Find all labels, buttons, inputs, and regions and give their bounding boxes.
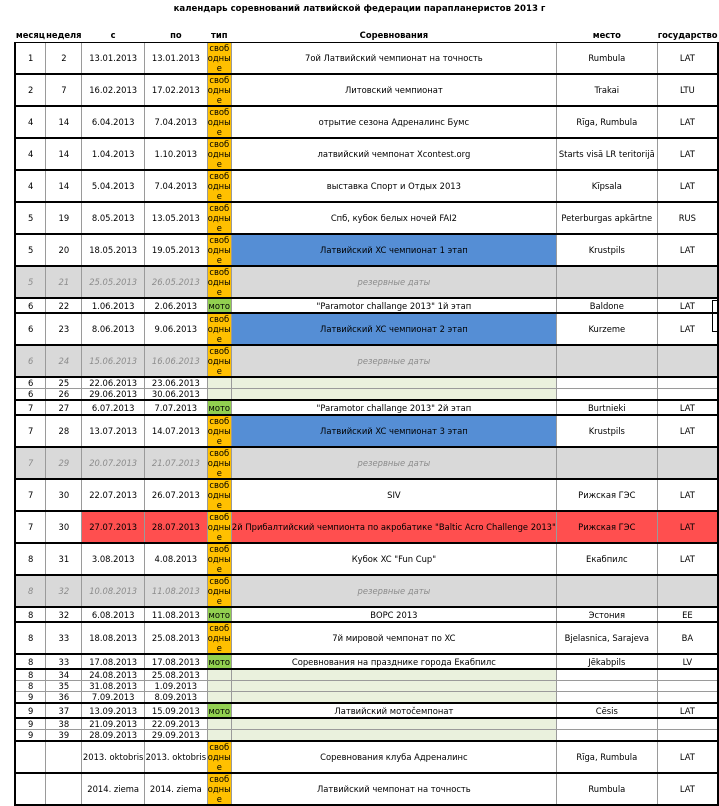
cell-from[interactable]: 13.01.2013 [82, 43, 145, 75]
table-row [15, 607, 718, 622]
cell-type[interactable]: свободные [207, 75, 231, 105]
cell-place[interactable] [556, 377, 657, 389]
cell-place[interactable]: Kurzeme [556, 313, 657, 345]
cell-week[interactable]: 7 [46, 74, 82, 106]
header-type: тип [207, 28, 231, 43]
cell-country[interactable] [657, 692, 718, 704]
cell-to[interactable]: 25.08.2013 [145, 622, 208, 654]
page-title: календарь соревнований латвийской федерации парапланеристов 2013 г [173, 4, 546, 14]
cell-event[interactable] [231, 692, 556, 704]
header-from: с [82, 28, 145, 43]
cell-from[interactable]: 22.07.2013 [82, 479, 145, 511]
table-row [15, 479, 718, 511]
cell-week[interactable]: 33 [46, 654, 82, 669]
cell-country[interactable] [657, 669, 718, 681]
cell-from[interactable]: 27.07.2013 [82, 511, 145, 543]
cell-place[interactable] [556, 389, 657, 401]
cell-to[interactable]: 17.08.2013 [145, 654, 208, 669]
table-row [15, 43, 718, 75]
cell-from[interactable]: 16.02.2013 [82, 74, 145, 106]
cell-month[interactable]: 7 [15, 447, 46, 479]
table-row [15, 543, 718, 575]
cell-type[interactable]: мото [207, 654, 231, 669]
cell-event[interactable]: 7й мировой чемпонат по XC [231, 622, 556, 654]
cell-place[interactable]: Рижская ГЭС [556, 479, 657, 511]
cell-to[interactable]: 16.06.2013 [145, 345, 208, 377]
cell-type[interactable]: свободные [207, 107, 231, 137]
table-row [15, 575, 718, 607]
cell-to[interactable]: 19.05.2013 [145, 234, 208, 266]
table-row [15, 511, 718, 543]
cell-month[interactable]: 4 [15, 106, 46, 138]
cell-from[interactable]: 8.05.2013 [82, 202, 145, 234]
cell-month[interactable]: 8 [15, 681, 46, 692]
cell-from[interactable]: 10.08.2013 [82, 575, 145, 607]
cell-country[interactable] [657, 681, 718, 692]
cell-from[interactable]: 21.09.2013 [82, 718, 145, 730]
cell-type[interactable]: свободные [207, 314, 231, 344]
cell-month[interactable]: 8 [15, 622, 46, 654]
cell-event[interactable]: резервные даты [231, 575, 556, 607]
cell-place[interactable]: Kīpsala [556, 170, 657, 202]
cell-to[interactable]: 14.07.2013 [145, 415, 208, 447]
cell-place[interactable]: Екабпилс [556, 543, 657, 575]
header-month: месяц [15, 28, 46, 43]
table-row [15, 654, 718, 669]
cell-to[interactable]: 1.09.2013 [145, 681, 208, 692]
cell-event[interactable]: резервные даты [231, 345, 556, 377]
cell-month[interactable]: 8 [15, 654, 46, 669]
table-row [15, 377, 718, 389]
cell-type[interactable] [207, 377, 231, 389]
cell-type[interactable]: мото [207, 607, 231, 622]
cell-place[interactable]: Trakai [556, 74, 657, 106]
table-row [15, 718, 718, 730]
table-row [15, 703, 718, 718]
cell-week[interactable]: 32 [46, 575, 82, 607]
cell-type[interactable]: свободные [207, 576, 231, 606]
cell-from[interactable]: 22.06.2013 [82, 377, 145, 389]
table-row [15, 415, 718, 447]
cell-type[interactable] [207, 718, 231, 730]
cell-from[interactable]: 15.06.2013 [82, 345, 145, 377]
cell-country[interactable]: EE [657, 607, 718, 622]
cell-week[interactable]: 38 [46, 718, 82, 730]
cell-from[interactable]: 17.08.2013 [82, 654, 145, 669]
cell-event[interactable]: латвийский чемпонат Xcontest.org [231, 138, 556, 170]
cell-place[interactable]: Jēkabpils [556, 654, 657, 669]
cell-from[interactable]: 25.05.2013 [82, 266, 145, 298]
cell-from[interactable]: 18.05.2013 [82, 234, 145, 266]
cell-country[interactable]: LV [657, 654, 718, 669]
cell-country[interactable] [657, 575, 718, 607]
cell-type[interactable]: свободные [207, 203, 231, 233]
cell-event[interactable]: Латвийский чемпонат на точность [231, 773, 556, 805]
cell-week[interactable]: 25 [46, 377, 82, 389]
cell-from[interactable]: 29.06.2013 [82, 389, 145, 401]
cell-week[interactable]: 21 [46, 266, 82, 298]
cell-country[interactable]: LAT [657, 234, 718, 266]
cell-type[interactable] [207, 692, 231, 704]
cell-event[interactable]: резервные даты [231, 447, 556, 479]
cell-type[interactable]: мото [207, 400, 231, 415]
cell-week[interactable]: 39 [46, 730, 82, 742]
cell-type[interactable]: свободные [207, 416, 231, 446]
cell-country[interactable] [657, 718, 718, 730]
cell-month[interactable]: 8 [15, 543, 46, 575]
cell-place[interactable] [556, 575, 657, 607]
cell-month[interactable]: 5 [15, 234, 46, 266]
cell-place[interactable]: Burtnieki [556, 400, 657, 415]
cell-month[interactable]: 9 [15, 692, 46, 704]
cell-to[interactable]: 2013. oktobris [145, 741, 208, 773]
cell-from[interactable]: 6.07.2013 [82, 400, 145, 415]
cell-from[interactable]: 13.07.2013 [82, 415, 145, 447]
cell-country[interactable]: LAT [657, 511, 718, 543]
cell-to[interactable]: 11.08.2013 [145, 575, 208, 607]
cell-cursor [712, 300, 719, 332]
cell-country[interactable]: BA [657, 622, 718, 654]
cell-week[interactable]: 26 [46, 389, 82, 401]
cell-to[interactable]: 13.05.2013 [145, 202, 208, 234]
cell-country[interactable]: LAT [657, 741, 718, 773]
cell-from[interactable]: 8.06.2013 [82, 313, 145, 345]
cell-month[interactable]: 6 [15, 345, 46, 377]
table-row [15, 622, 718, 654]
cell-to[interactable]: 1.10.2013 [145, 138, 208, 170]
cell-from[interactable]: 28.09.2013 [82, 730, 145, 742]
cell-place[interactable] [556, 266, 657, 298]
cell-from[interactable]: 3.08.2013 [82, 543, 145, 575]
cell-country[interactable]: LAT [657, 313, 718, 345]
cell-week[interactable]: 31 [46, 543, 82, 575]
table-row [15, 170, 718, 202]
cell-to[interactable]: 7.04.2013 [145, 170, 208, 202]
cell-to[interactable]: 21.07.2013 [145, 447, 208, 479]
cell-country[interactable]: LAT [657, 138, 718, 170]
cell-month[interactable] [15, 741, 46, 773]
cell-place[interactable]: Cēsis [556, 703, 657, 718]
cell-week[interactable] [46, 741, 82, 773]
cell-country[interactable]: LAT [657, 415, 718, 447]
cell-country[interactable] [657, 389, 718, 401]
cell-week[interactable]: 14 [46, 138, 82, 170]
cell-month[interactable]: 2 [15, 74, 46, 106]
table-row [15, 266, 718, 298]
cell-place[interactable] [556, 669, 657, 681]
cell-month[interactable]: 8 [15, 607, 46, 622]
cell-type[interactable]: свободные [207, 267, 231, 297]
cell-from[interactable]: 24.08.2013 [82, 669, 145, 681]
cell-event[interactable]: Спб, кубок белых ночей FAI2 [231, 202, 556, 234]
cell-country[interactable]: LAT [657, 400, 718, 415]
cell-place[interactable]: Peterburgas apkārtne [556, 202, 657, 234]
cell-place[interactable]: Krustpils [556, 234, 657, 266]
cell-country[interactable]: LAT [657, 703, 718, 718]
cell-week[interactable]: 2 [46, 43, 82, 75]
cell-type[interactable]: свободные [207, 448, 231, 478]
cell-week[interactable]: 28 [46, 415, 82, 447]
table-row [15, 741, 718, 773]
table-row [15, 389, 718, 401]
cell-to[interactable]: 4.08.2013 [145, 543, 208, 575]
cell-event[interactable]: Соревнования на празднике города Екабпилс [231, 654, 556, 669]
cell-type[interactable]: свободные [207, 480, 231, 510]
cell-country[interactable]: LAT [657, 543, 718, 575]
cell-place[interactable]: Rīga, Rumbula [556, 741, 657, 773]
cell-from[interactable]: 6.08.2013 [82, 607, 145, 622]
cell-week[interactable]: 33 [46, 622, 82, 654]
cell-place[interactable] [556, 692, 657, 704]
cell-type[interactable] [207, 389, 231, 401]
cell-event[interactable]: резервные даты [231, 266, 556, 298]
cell-event[interactable] [231, 377, 556, 389]
cell-month[interactable]: 6 [15, 389, 46, 401]
cell-event[interactable] [231, 681, 556, 692]
cell-event[interactable]: "Paramotor challange 2013" 1й этап [231, 298, 556, 313]
cell-type[interactable]: свободные [207, 774, 231, 804]
cell-event[interactable]: Латвийский XC чемпионат 1 этап [231, 234, 556, 266]
cell-to[interactable]: 2014. ziema [145, 773, 208, 805]
cell-week[interactable]: 36 [46, 692, 82, 704]
cell-month[interactable]: 5 [15, 266, 46, 298]
cell-to[interactable]: 28.07.2013 [145, 511, 208, 543]
cell-place[interactable]: Rīga, Rumbula [556, 106, 657, 138]
cell-week[interactable]: 19 [46, 202, 82, 234]
cell-place[interactable] [556, 730, 657, 742]
cell-week[interactable]: 27 [46, 400, 82, 415]
cell-week[interactable]: 30 [46, 479, 82, 511]
table-row [15, 400, 718, 415]
cell-to[interactable]: 22.09.2013 [145, 718, 208, 730]
cell-week[interactable]: 20 [46, 234, 82, 266]
header-country: государство [657, 28, 718, 43]
cell-month[interactable]: 9 [15, 703, 46, 718]
cell-country[interactable]: RUS [657, 202, 718, 234]
cell-month[interactable]: 7 [15, 479, 46, 511]
table-row [15, 447, 718, 479]
cell-to[interactable]: 2.06.2013 [145, 298, 208, 313]
calendar-body [15, 43, 718, 806]
cell-country[interactable] [657, 447, 718, 479]
table-row [15, 298, 718, 313]
cell-to[interactable]: 8.09.2013 [145, 692, 208, 704]
cell-to[interactable]: 7.07.2013 [145, 400, 208, 415]
cell-country[interactable] [657, 377, 718, 389]
cell-event[interactable]: отрытие сезона Адреналинс Бумс [231, 106, 556, 138]
cell-type[interactable] [207, 730, 231, 742]
cell-type[interactable]: свободные [207, 623, 231, 653]
cell-week[interactable]: 24 [46, 345, 82, 377]
cell-place[interactable]: Baldone [556, 298, 657, 313]
cell-month[interactable]: 6 [15, 377, 46, 389]
cell-event[interactable]: SIV [231, 479, 556, 511]
cell-to[interactable]: 23.06.2013 [145, 377, 208, 389]
cell-type[interactable]: свободные [207, 346, 231, 376]
cell-month[interactable] [15, 773, 46, 805]
cell-country[interactable]: LAT [657, 43, 718, 75]
cell-country[interactable] [657, 730, 718, 742]
cell-from[interactable]: 31.08.2013 [82, 681, 145, 692]
table-row [15, 669, 718, 681]
cell-month[interactable]: 5 [15, 202, 46, 234]
cell-to[interactable]: 29.09.2013 [145, 730, 208, 742]
cell-event[interactable]: Литовский чемпионат [231, 74, 556, 106]
cell-month[interactable]: 7 [15, 415, 46, 447]
table-row [15, 313, 718, 345]
cell-event[interactable]: Латвийский XC чемпионат 3 этап [231, 415, 556, 447]
cell-to[interactable]: 11.08.2013 [145, 607, 208, 622]
cell-week[interactable]: 14 [46, 170, 82, 202]
cell-event[interactable]: Латвийский XC чемпионат 2 этап [231, 313, 556, 345]
header-week: неделя [46, 28, 82, 43]
table-row [15, 345, 718, 377]
cell-place[interactable]: Rumbula [556, 773, 657, 805]
cell-event[interactable]: 2й Прибалтийский чемпионта по акробатике "Baltic Acro Challenge 2013" [231, 511, 556, 543]
cell-place[interactable] [556, 447, 657, 479]
table-row [15, 106, 718, 138]
table-row [15, 773, 718, 805]
header-to: по [145, 28, 208, 43]
cell-from[interactable]: 13.09.2013 [82, 703, 145, 718]
cell-to[interactable]: 13.01.2013 [145, 43, 208, 75]
cell-event[interactable]: Соревнования клуба Адреналинс [231, 741, 556, 773]
cell-place[interactable]: Bjelasnica, Sarajeva [556, 622, 657, 654]
cell-type[interactable] [207, 681, 231, 692]
cell-type[interactable]: мото [207, 703, 231, 718]
cell-type[interactable]: свободные [207, 544, 231, 574]
cell-event[interactable] [231, 730, 556, 742]
cell-week[interactable]: 32 [46, 607, 82, 622]
table-row [15, 730, 718, 742]
calendar-table [14, 28, 719, 806]
cell-from[interactable]: 7.09.2013 [82, 692, 145, 704]
cell-week[interactable]: 30 [46, 511, 82, 543]
cell-event[interactable] [231, 669, 556, 681]
table-row [15, 681, 718, 692]
cell-place[interactable] [556, 681, 657, 692]
cell-event[interactable]: 7ой Латвийский чемпионат на точность [231, 43, 556, 75]
table-row [15, 202, 718, 234]
cell-month[interactable]: 8 [15, 669, 46, 681]
table-row [15, 692, 718, 704]
cell-country[interactable]: LAT [657, 773, 718, 805]
cell-event[interactable]: ВОРС 2013 [231, 607, 556, 622]
cell-event[interactable]: "Paramotor challange 2013" 2й этап [231, 400, 556, 415]
cell-month[interactable]: 9 [15, 718, 46, 730]
cell-country[interactable]: LAT [657, 298, 718, 313]
cell-event[interactable]: Кубок XC "Fun Cup" [231, 543, 556, 575]
cell-month[interactable]: 7 [15, 511, 46, 543]
cell-country[interactable]: LAT [657, 170, 718, 202]
cell-place[interactable]: Starts visā LR teritorijā [556, 138, 657, 170]
cell-week[interactable] [46, 773, 82, 805]
cell-to[interactable]: 26.07.2013 [145, 479, 208, 511]
cell-month[interactable]: 7 [15, 400, 46, 415]
cell-from[interactable]: 2013. oktobris [82, 741, 145, 773]
cell-month[interactable]: 4 [15, 170, 46, 202]
cell-event[interactable]: Латвийский мотočемпонат [231, 703, 556, 718]
cell-place[interactable] [556, 718, 657, 730]
cell-to[interactable]: 17.02.2013 [145, 74, 208, 106]
header-row [15, 28, 718, 43]
cell-month[interactable]: 6 [15, 313, 46, 345]
cell-type[interactable]: мото [207, 298, 231, 313]
cell-place[interactable]: Krustpils [556, 415, 657, 447]
cell-month[interactable]: 4 [15, 138, 46, 170]
cell-to[interactable]: 30.06.2013 [145, 389, 208, 401]
cell-month[interactable]: 8 [15, 575, 46, 607]
cell-week[interactable]: 37 [46, 703, 82, 718]
cell-event[interactable] [231, 718, 556, 730]
cell-type[interactable]: свободные [207, 742, 231, 772]
cell-month[interactable]: 6 [15, 298, 46, 313]
cell-week[interactable]: 29 [46, 447, 82, 479]
cell-place[interactable]: Рижская ГЭС [556, 511, 657, 543]
table-row [15, 74, 718, 106]
table-row [15, 138, 718, 170]
cell-event[interactable]: выставка Спорт и Отдых 2013 [231, 170, 556, 202]
cell-country[interactable]: LAT [657, 106, 718, 138]
cell-week[interactable]: 14 [46, 106, 82, 138]
cell-type[interactable]: свободные [207, 235, 231, 265]
cell-month[interactable]: 9 [15, 730, 46, 742]
cell-from[interactable]: 6.04.2013 [82, 106, 145, 138]
cell-from[interactable]: 1.04.2013 [82, 138, 145, 170]
cell-week[interactable]: 23 [46, 313, 82, 345]
cell-to[interactable]: 26.05.2013 [145, 266, 208, 298]
cell-to[interactable]: 9.06.2013 [145, 313, 208, 345]
cell-event[interactable] [231, 389, 556, 401]
cell-week[interactable]: 35 [46, 681, 82, 692]
cell-type[interactable]: свободные [207, 171, 231, 201]
cell-place[interactable] [556, 345, 657, 377]
cell-type[interactable]: свободные [207, 43, 231, 73]
cell-country[interactable]: LAT [657, 479, 718, 511]
cell-week[interactable]: 34 [46, 669, 82, 681]
cell-country[interactable]: LTU [657, 74, 718, 106]
cell-from[interactable]: 5.04.2013 [82, 170, 145, 202]
table-row [15, 234, 718, 266]
cell-week[interactable]: 22 [46, 298, 82, 313]
cell-from[interactable]: 18.08.2013 [82, 622, 145, 654]
cell-from[interactable]: 2014. ziema [82, 773, 145, 805]
header-place: место [556, 28, 657, 43]
cell-type[interactable]: свободные [207, 512, 231, 542]
cell-to[interactable]: 7.04.2013 [145, 106, 208, 138]
cell-to[interactable]: 25.08.2013 [145, 669, 208, 681]
cell-from[interactable]: 20.07.2013 [82, 447, 145, 479]
header-event: Соревнования [231, 28, 556, 43]
cell-country[interactable] [657, 345, 718, 377]
cell-type[interactable] [207, 669, 231, 681]
cell-from[interactable]: 1.06.2013 [82, 298, 145, 313]
cell-to[interactable]: 15.09.2013 [145, 703, 208, 718]
cell-type[interactable]: свободные [207, 139, 231, 169]
cell-place[interactable]: Rumbula [556, 43, 657, 75]
cell-month[interactable]: 1 [15, 43, 46, 75]
cell-country[interactable] [657, 266, 718, 298]
cell-place[interactable]: Эстония [556, 607, 657, 622]
